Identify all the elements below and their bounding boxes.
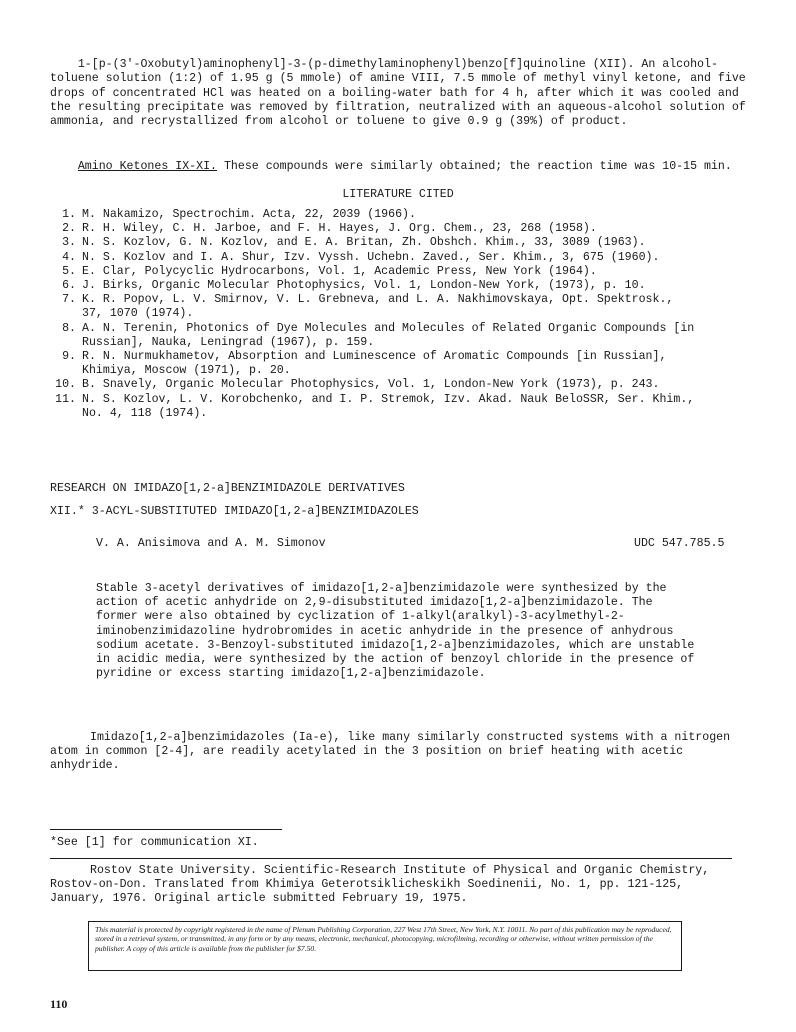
reference-number: 1. (62, 208, 76, 221)
reference-number: 9. (62, 350, 76, 364)
reference-item (50, 378, 750, 392)
article-subtitle: XII.* 3-ACYL-SUBSTITUTED IMIDAZO[1,2-a]BENZIMIDAZOLES (50, 505, 419, 518)
reference-item (50, 222, 750, 236)
compound-xii-title: 1-[p-(3'-Oxobutyl)aminophenyl]-3-(p-dimethylaminophenyl)benzo[f]quinoline (XII). (77, 58, 635, 72)
affiliation-rule (50, 858, 732, 859)
reference-text: R. H. Wiley, C. H. Jarboe, and F. H. Hayes, J. Org. Chem., 23, 268 (1958). (82, 222, 597, 236)
page-number: 110 (50, 997, 68, 1011)
amino-ketones-body: These compounds were similarly obtained; the reaction time was 10-15 min. (217, 160, 732, 174)
reference-number: 3. (62, 236, 76, 250)
experimental-paragraph-amino-ketones (50, 146, 750, 189)
reference-number: 5. (62, 264, 76, 278)
reference-text: E. Clar, Polycyclic Hydrocarbons, Vol. 1, Academic Press, New York (1964). (82, 264, 597, 278)
reference-item (50, 208, 750, 222)
reference-number: 6. (62, 279, 76, 293)
reference-text-continuation: No. 4, 118 (1974). (82, 406, 208, 420)
copyright-notice-text: This material is protected by copyright registered in the name of Plenum Publishing Corporation, 227 West 17th Street, New York, N.Y. 10011. No part of this publication may be reproduced, stored in a retrieval system, or transmitted, in any form or by any means, electronic, mechanical, photocopying, microfilming, recording or otherwise, without written permission of the publisher. A copy of this article is available from the publisher for $7.50. (95, 925, 672, 953)
udc-classification: UDC 547.785.5 (634, 537, 725, 550)
reference-number: 10. (55, 378, 76, 392)
compound-xii-body: An alcohol-toluene solution (1:2) of 1.95 g (5 mmole) of amine VIII, 7.5 mmole of methyl vinyl ketone, and five drops of concentrated HCl was heated on a boiling-water bath for 4 h, after which it was cooled and the resulting precipitate was removed by filtration, neutralized with an aqueous-alcohol solution of ammonia, and recrystallized from alcohol or toluene to give 0.9 g (39%) of product. (50, 58, 753, 129)
experimental-paragraph-xii (50, 44, 753, 143)
reference-text: J. Birks, Organic Molecular Photophysics, Vol. 1, London-New York, (1973), p. 10. (82, 279, 646, 293)
footnote: *See [1] for communication XI. (50, 836, 259, 849)
reference-number: 8. (62, 321, 76, 335)
reference-text: B. Snavely, Organic Molecular Photophysics, Vol. 1, London-New York (1973), p. 243. (82, 378, 660, 392)
copyright-notice-box (88, 921, 682, 971)
reference-text-continuation: Russian], Nauka, Leningrad (1967), p. 159. (82, 335, 375, 349)
reference-item (50, 236, 750, 250)
amino-ketones-title: Amino Ketones IX-XI. (77, 160, 217, 174)
reference-text: M. Nakamizo, Spectrochim. Acta, 22, 2039 (1966). (82, 208, 416, 221)
reference-item (50, 251, 750, 265)
reference-item (50, 265, 750, 279)
reference-item (50, 393, 750, 421)
reference-item (50, 350, 750, 378)
reference-text: N. S. Kozlov, G. N. Kozlov, and E. A. Britan, Zh. Obshch. Khim., 33, 3089 (1963). (82, 236, 646, 250)
reference-text: A. N. Terenin, Photonics of Dye Molecules and Molecules of Related Organic Compounds [in (82, 321, 695, 335)
article-series-title: RESEARCH ON IMIDAZO[1,2-a]BENZIMIDAZOLE DERIVATIVES (50, 482, 405, 495)
reference-list (50, 208, 750, 421)
article-abstract: Stable 3-acetyl derivatives of imidazo[1,2-a]benzimidazole were synthesized by the action of acetic anhydride on 2,9-disubstituted imidazo[1,2-a]benzimidazole. The former were also obtained by cyclization of 1-alkyl(aralkyl)-3-acylmethyl-2-iminobenzimidazoline hydrobromides in acetic anhydride in the presence of anhydrous sodium acetate. 3-Benzoyl-substituted imidazo[1,2-a]benzimidazoles, which are unstable in acidic media, were synthesized by the action of benzoyl chloride in the presence of pyridine or excess starting imidazo[1,2-a]benzimidazole. (96, 582, 702, 681)
reference-number: 11. (55, 392, 76, 406)
article-authors: V. A. Anisimova and A. M. Simonov (96, 537, 326, 550)
reference-number: 4. (62, 250, 76, 264)
reference-number: 2. (62, 222, 76, 236)
reference-item (50, 293, 750, 321)
article-intro-paragraph: Imidazo[1,2-a]benzimidazoles (Ia-e), like many similarly constructed systems with a nitrogen atom in common [2-4], are readily acetylated in the 3 position on brief heating with acetic anhydride. (50, 731, 738, 773)
reference-text: N. S. Kozlov and I. A. Shur, Izv. Vyssh. Uchebn. Zaved., Ser. Khim., 3, 675 (1960). (82, 250, 660, 264)
literature-cited-heading: LITERATURE CITED (342, 188, 454, 201)
reference-item (50, 279, 750, 293)
reference-text-continuation: 37, 1070 (1974). (82, 307, 194, 321)
reference-text: K. R. Popov, L. V. Smirnov, V. L. Grebneva, and L. A. Nakhimovskaya, Opt. Spektrosk., (82, 293, 674, 307)
affiliation-text: Rostov State University. Scientific-Research Institute of Physical and Organic Chemistry, Rostov-on-Don. Translated from Khimiya Geterotsiklicheskikh Soedinenii, No. 1, pp. 121-125, January, 1976. Original article submitted February 19, 1975. (50, 864, 717, 906)
reference-text: R. N. Nurmukhametov, Absorption and Luminescence of Aromatic Compounds [in Russian], (82, 350, 667, 364)
reference-text: N. S. Kozlov, L. V. Korobchenko, and I. P. Stremok, Izv. Akad. Nauk BeloSSR, Ser. Khim., (82, 392, 695, 406)
reference-number: 7. (62, 293, 76, 307)
reference-item (50, 322, 750, 350)
footnote-rule (50, 829, 282, 830)
reference-text-continuation: Khimiya, Moscow (1971), p. 20. (82, 364, 291, 378)
